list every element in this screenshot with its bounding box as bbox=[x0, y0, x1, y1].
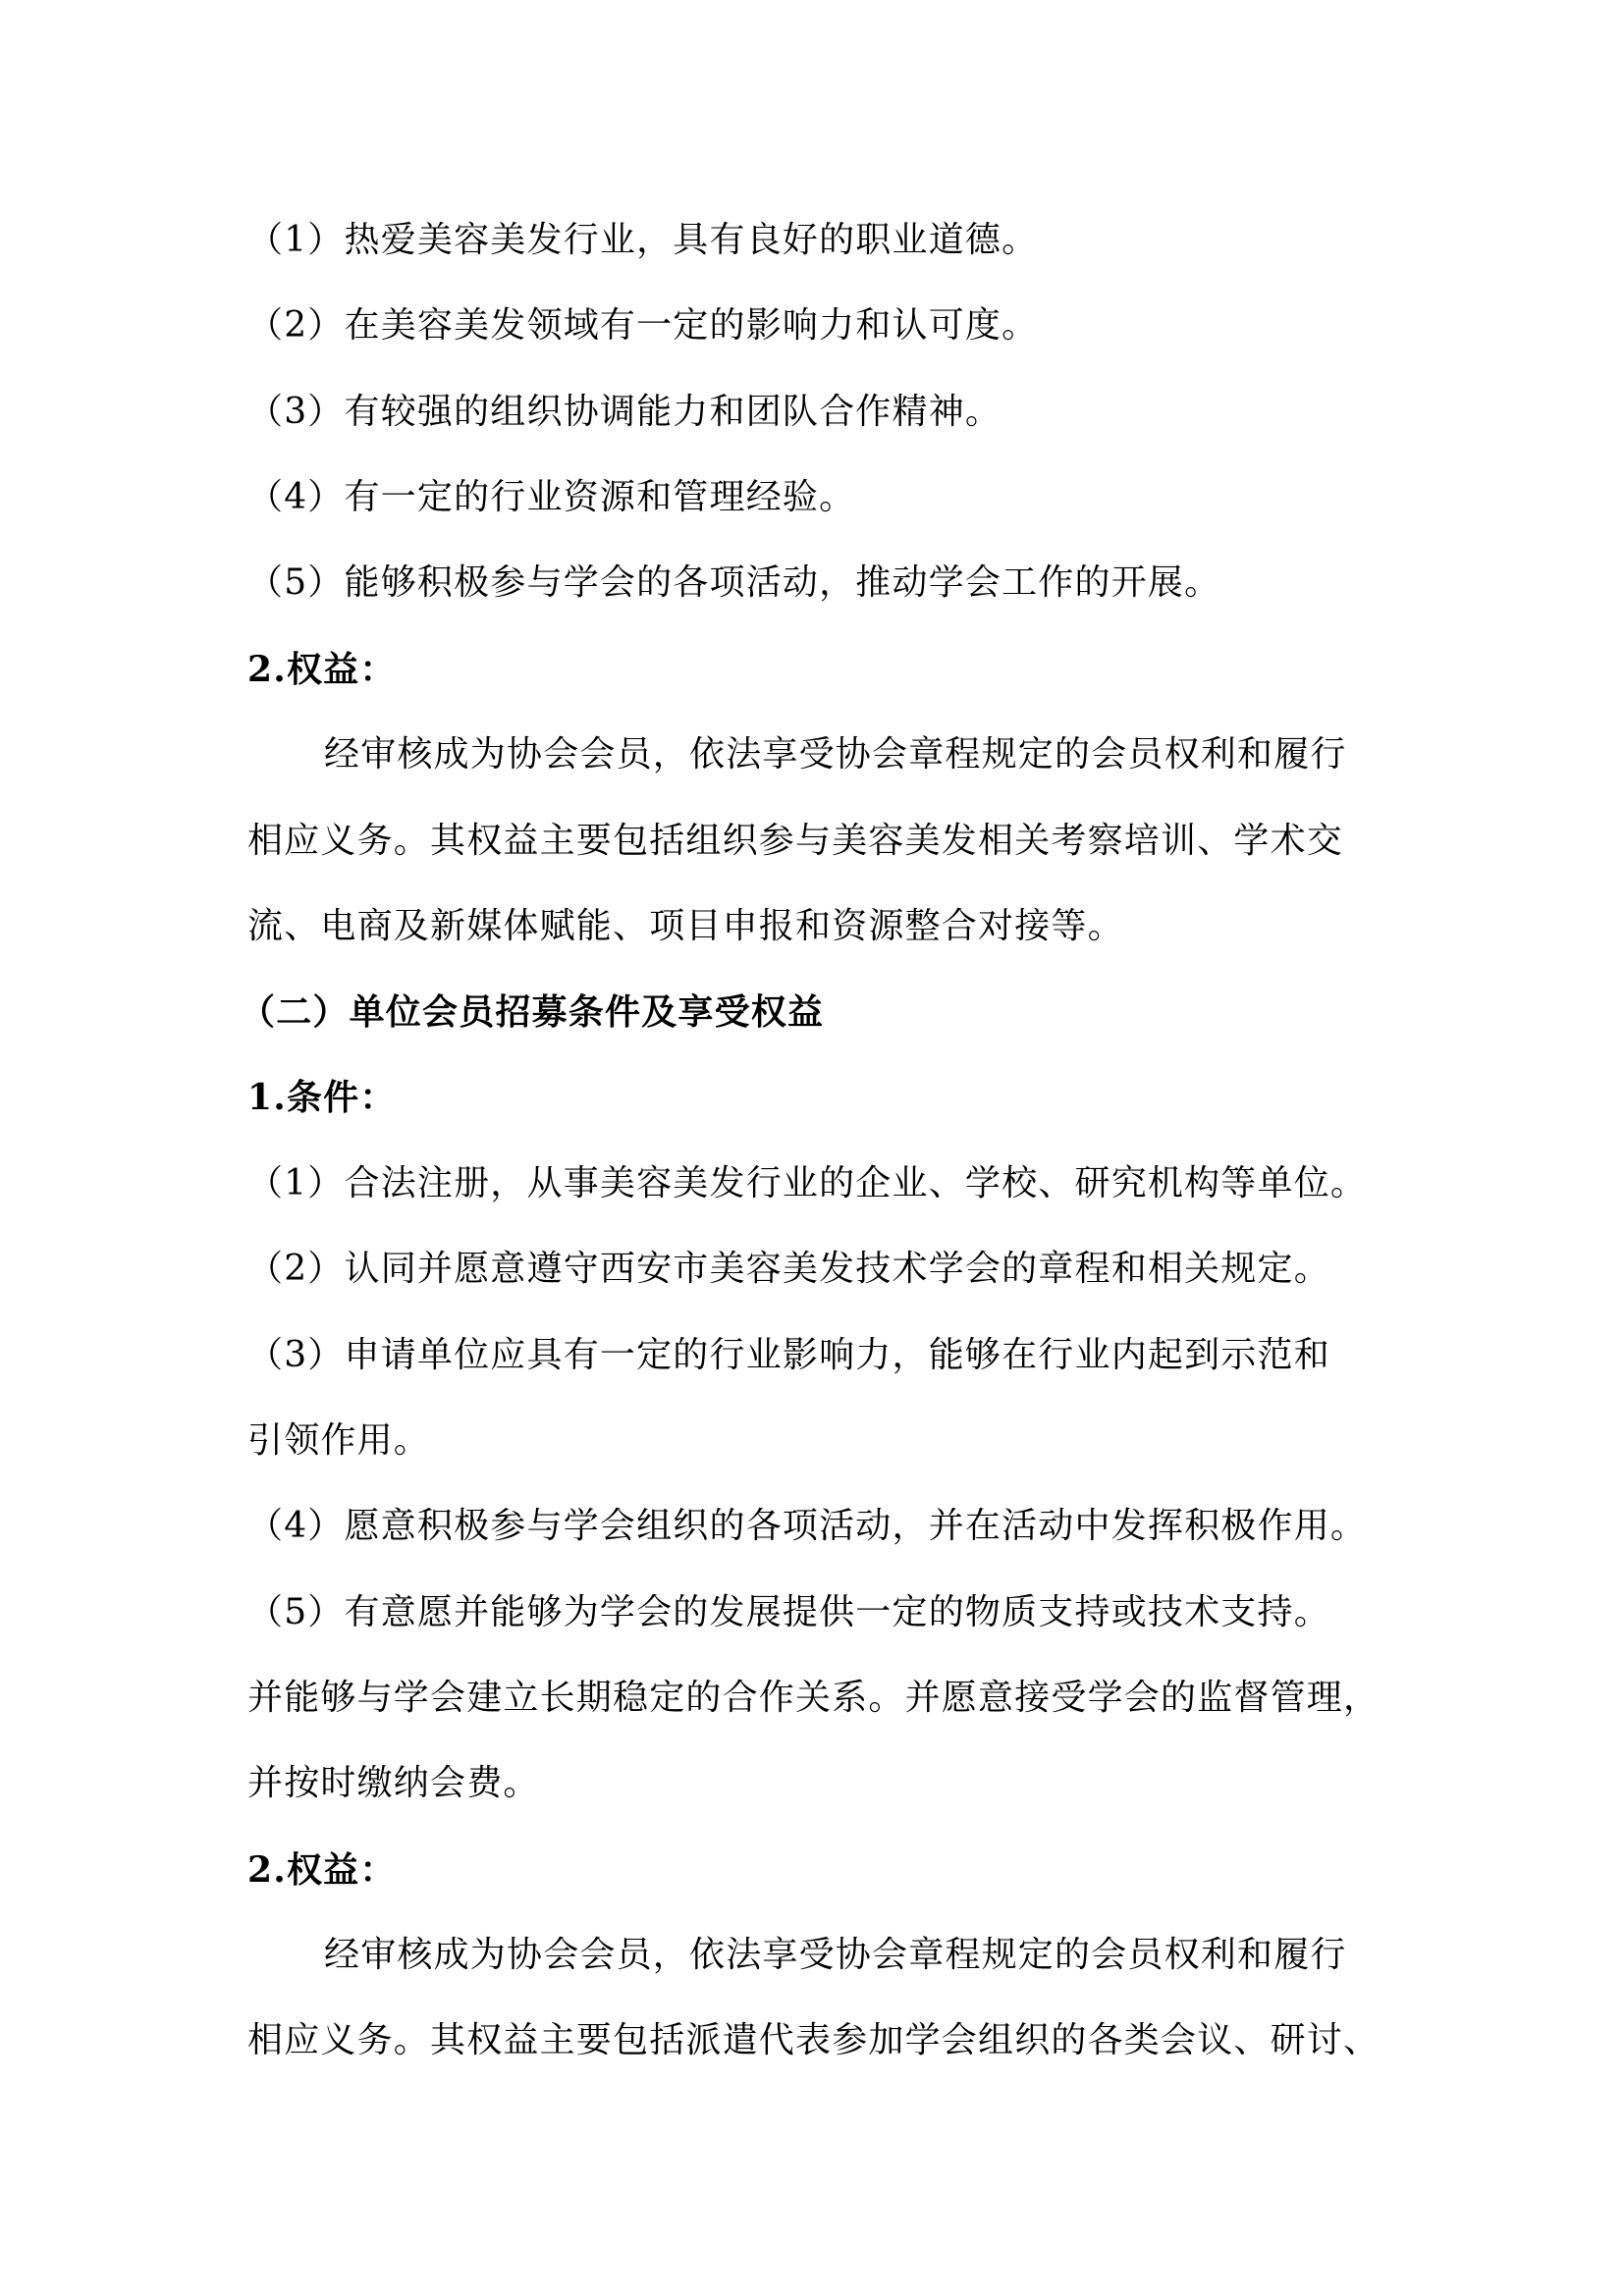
unit-condition-line-2: （2）认同并愿意遵守西安市美容美发技术学会的章程和相关规定。 bbox=[247, 1249, 1330, 1289]
individual-rights-line-3: 流、电商及新媒体赋能、项目申报和资源整合对接等。 bbox=[247, 906, 1124, 946]
individual-rights-line-1: 经审核成为协会会员，依法享受协会章程规定的会员权利和履行 bbox=[324, 734, 1347, 774]
unit-condition-line-6: （5）有意愿并能够为学会的发展提供一定的物质支持或技术支持。 bbox=[247, 1592, 1330, 1632]
unit-condition-line-4: 引领作用。 bbox=[247, 1420, 431, 1461]
unit-rights-heading: 2.权益： bbox=[247, 1849, 397, 1891]
unit-rights-line-1: 经审核成为协会会员，依法享受协会章程规定的会员权利和履行 bbox=[324, 1935, 1347, 1975]
individual-condition-1: （1）热爱美容美发行业，具有良好的职业道德。 bbox=[247, 220, 1039, 260]
individual-condition-5: （5）能够积极参与学会的各项活动，推动学会工作的开展。 bbox=[247, 562, 1221, 603]
individual-condition-4: （4）有一定的行业资源和管理经验。 bbox=[247, 477, 856, 517]
unit-section-heading: （二）单位会员招募条件及享受权益 bbox=[240, 991, 825, 1033]
individual-condition-2: （2）在美容美发领域有一定的影响力和认可度。 bbox=[247, 305, 1039, 346]
individual-condition-3: （3）有较强的组织协调能力和团队合作精神。 bbox=[247, 392, 1002, 432]
individual-rights-heading: 2.权益： bbox=[247, 649, 397, 690]
unit-rights-line-2: 相应义务。其权益主要包括派遣代表参加学会组织的各类会议、研讨、 bbox=[247, 2020, 1380, 2060]
unit-condition-line-1: （1）合法注册，从事美容美发行业的企业、学校、研究机构等单位。 bbox=[247, 1163, 1368, 1203]
unit-condition-line-3: （3）申请单位应具有一定的行业影响力，能够在行业内起到示范和 bbox=[247, 1335, 1330, 1375]
unit-condition-line-5: （4）愿意积极参与学会组织的各项活动，并在活动中发挥积极作用。 bbox=[247, 1506, 1368, 1546]
individual-rights-line-2: 相应义务。其权益主要包括组织参与美容美发相关考察培训、学术交 bbox=[247, 821, 1344, 861]
unit-condition-line-7: 并能够与学会建立长期稳定的合作关系。并愿意接受学会的监督管理， bbox=[247, 1678, 1380, 1718]
unit-conditions-heading: 1.条件： bbox=[247, 1077, 397, 1118]
unit-condition-line-8: 并按时缴纳会费。 bbox=[247, 1763, 540, 1803]
